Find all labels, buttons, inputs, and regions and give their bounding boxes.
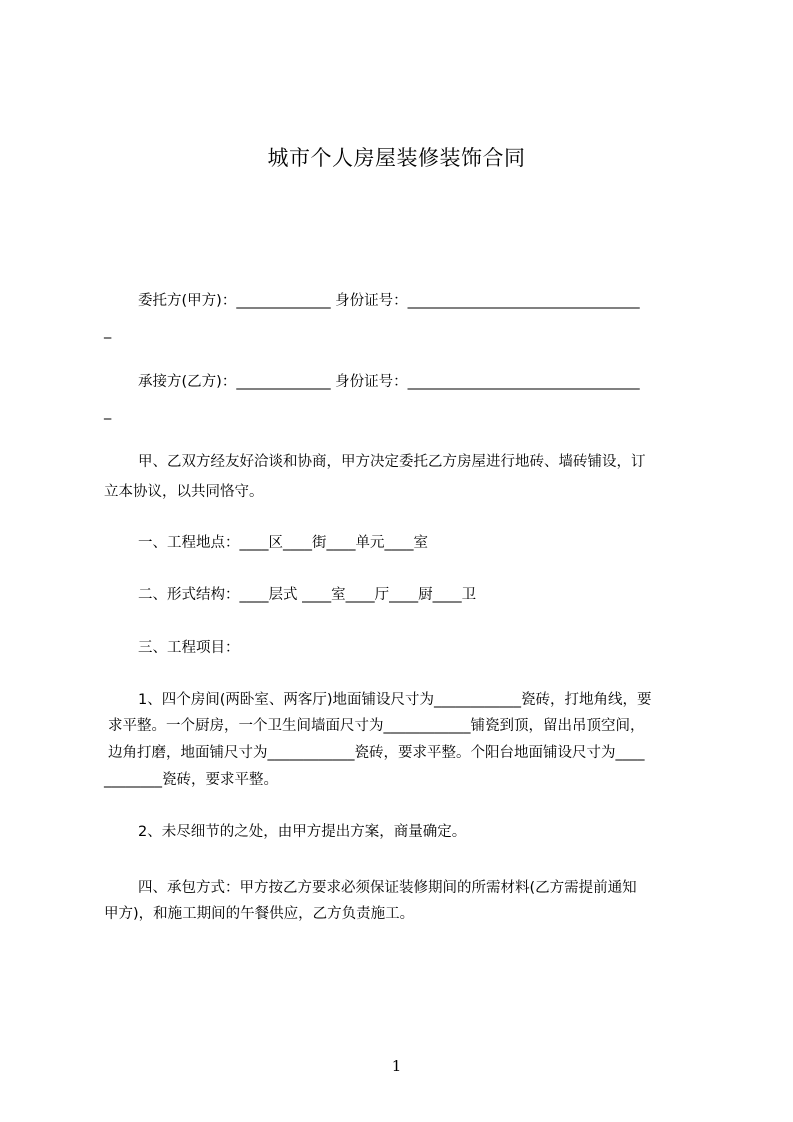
item-2: 2、未尽细节的之处，由甲方提出方案，商量确定。 xyxy=(138,824,467,840)
item-1-line-2: 求平整。一个厨房，一个卫生间墙面尺寸为____________铺瓷到顶，留出吊顶空间， xyxy=(108,718,645,734)
party-b-line-continued: _ xyxy=(104,404,112,420)
section-contract-method-line-1: 四、承包方式：甲方按乙方要求必须保证装修期间的所需材料(乙方需提前通知 xyxy=(138,880,637,896)
intro-paragraph-line-2: 立本协议，以共同恪守。 xyxy=(104,484,264,500)
item-1-line-3: 边角打磨，地面铺尺寸为____________瓷砖，要求平整。个阳台地面铺设尺寸为____ xyxy=(108,745,645,761)
page-number: 1 xyxy=(391,1057,402,1075)
party-a-line-continued: _ xyxy=(104,323,112,339)
section-contract-method-line-2: 甲方)，和施工期间的午餐供应，乙方负责施工。 xyxy=(104,906,415,922)
section-structure: 二、形式结构：____层式 ____室____厅____厨____卫 xyxy=(138,587,477,603)
party-b-line: 承接方(乙方)：_____________ 身份证号：________________________________ xyxy=(138,374,640,390)
item-1-line-4: ________瓷砖，要求平整。 xyxy=(104,772,278,788)
contract-title: 城市个人房屋装修装饰合同 xyxy=(267,146,526,170)
party-a-line: 委托方(甲方)：_____________ 身份证号：________________________________ xyxy=(138,293,640,309)
item-1-line-1: 1、四个房间(两卧室、两客厅)地面铺设尺寸为____________瓷砖，打地角线，要 xyxy=(138,692,652,708)
intro-paragraph-line-1: 甲、乙双方经友好洽谈和协商，甲方决定委托乙方房屋进行地砖、墙砖铺设，订 xyxy=(138,454,646,470)
section-location: 一、工程地点：____区____街____单元____室 xyxy=(138,535,428,551)
section-items-heading: 三、工程项目： xyxy=(138,640,240,656)
